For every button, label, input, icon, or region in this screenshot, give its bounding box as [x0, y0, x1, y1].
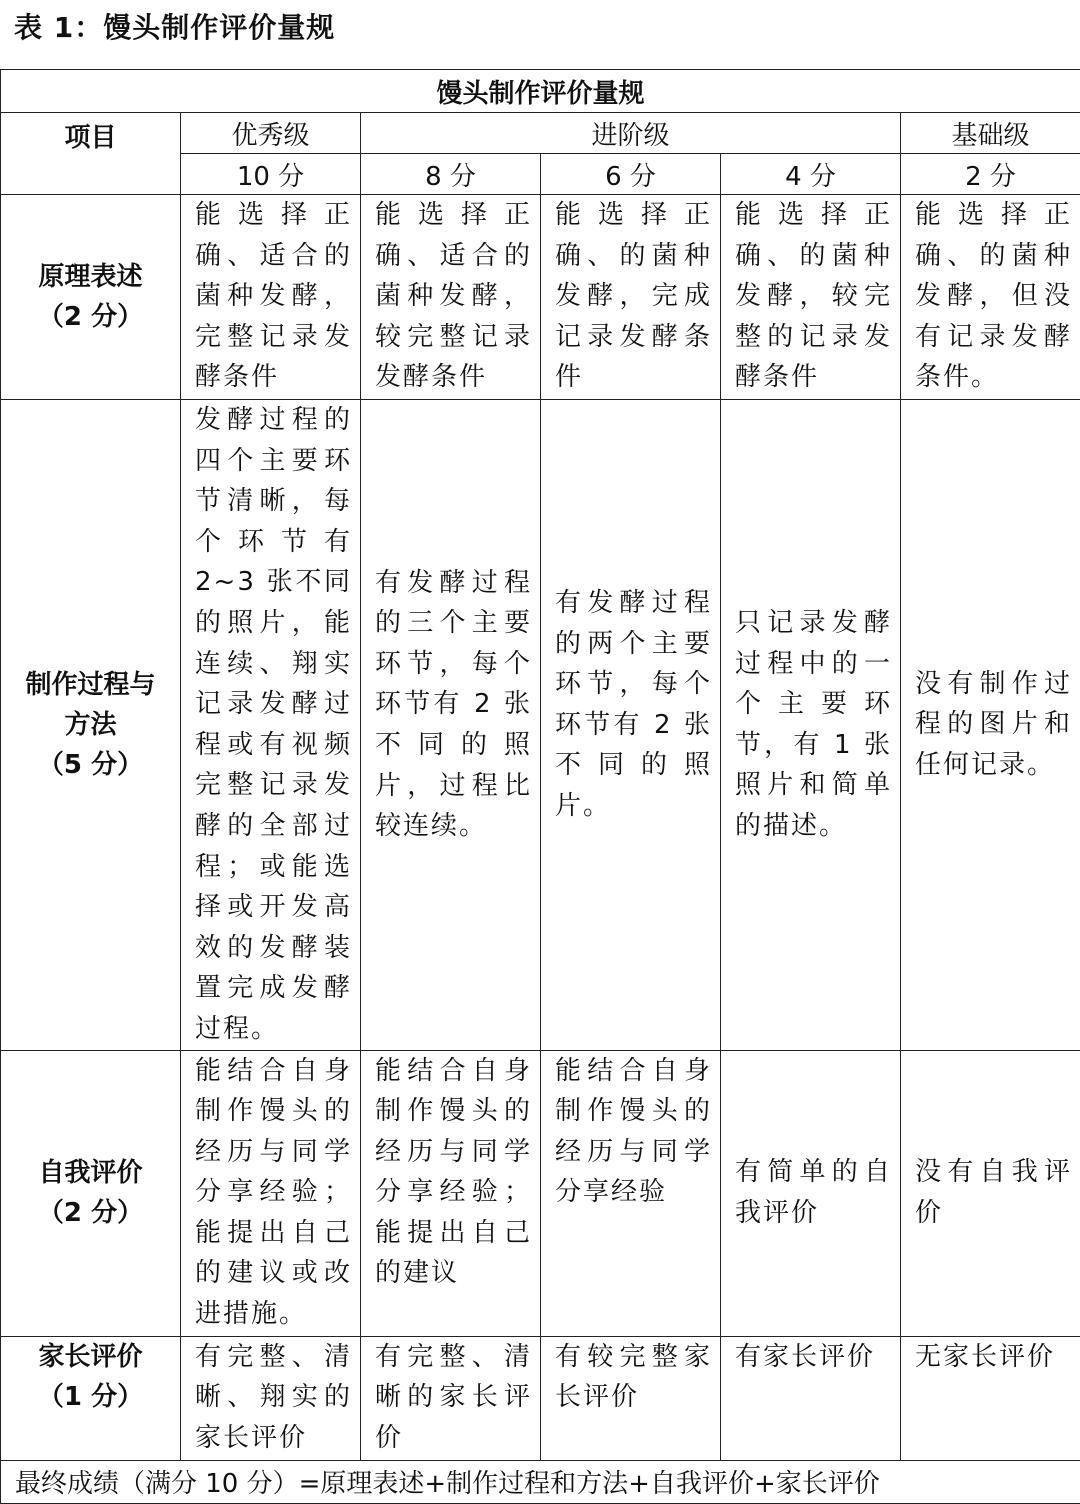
row-name: 自我评价: [1, 1153, 180, 1193]
table-row: [1, 1336, 1080, 1460]
criteria-cell: 能选择正确、的菌种发酵，完成记录发酵条件: [541, 195, 721, 400]
criteria-cell: 只记录发酵过程中的一个主要环节，有 1 张照片和简单的描述。: [721, 400, 901, 1051]
table-row: [1, 195, 1080, 400]
row-header-parent-eval: [1, 1336, 181, 1460]
row-points: （5 分）: [1, 745, 180, 785]
row-name: 家长评价: [1, 1337, 180, 1377]
row-name-line2: 方法: [1, 705, 180, 745]
final-score-row: [1, 1460, 1080, 1503]
score-2: 2 分: [901, 154, 1080, 195]
row-name-line1: 制作过程与: [1, 665, 180, 705]
project-header: 项目: [1, 113, 181, 195]
criteria-cell: 没有自我评价: [901, 1050, 1080, 1336]
row-header-principle: [1, 195, 181, 400]
final-score-formula: 最终成绩（满分 10 分）=原理表述+制作过程和方法+自我评价+家长评价: [1, 1460, 1080, 1503]
table-caption: 表 1：馒头制作评价量规: [14, 8, 335, 48]
criteria-cell: 有简单的自我评价: [721, 1050, 901, 1336]
level-basic: 基础级: [901, 113, 1080, 154]
criteria-cell: 能结合自身制作馒头的经历与同学分享经验；能提出自己的建议: [361, 1050, 541, 1336]
row-name: 原理表述: [1, 257, 180, 297]
criteria-cell: 有较完整家长评价: [541, 1336, 721, 1460]
criteria-cell: 有家长评价: [721, 1336, 901, 1460]
level-advanced: 进阶级: [361, 113, 901, 154]
row-header-self-eval: [1, 1050, 181, 1336]
score-10: 10 分: [181, 154, 361, 195]
row-points: （1 分）: [1, 1377, 180, 1417]
criteria-cell: 能结合自身制作馒头的经历与同学分享经验；能提出自己的建议或改进措施。: [181, 1050, 361, 1336]
table-title-row: [1, 70, 1080, 113]
criteria-cell: 能选择正确、适合的菌种发酵，完整记录发酵条件: [181, 195, 361, 400]
criteria-cell: 有完整、清晰的家长评价: [361, 1336, 541, 1460]
table-title: 馒头制作评价量规: [1, 70, 1080, 113]
criteria-cell: 能选择正确、适合的菌种发酵，较完整记录发酵条件: [361, 195, 541, 400]
table-row: [1, 1050, 1080, 1336]
level-header-row: [1, 113, 1080, 154]
criteria-cell: 有发酵过程的三个主要环节，每个环节有 2 张不同的照片，过程比较连续。: [361, 400, 541, 1051]
score-4: 4 分: [721, 154, 901, 195]
criteria-cell: 有完整、清晰、翔实的家长评价: [181, 1336, 361, 1460]
rubric-table: [0, 69, 1080, 1504]
table-row: [1, 400, 1080, 1051]
criteria-cell: 能选择正确、的菌种发酵，但没有记录发酵条件。: [901, 195, 1080, 400]
row-points: （2 分）: [1, 1193, 180, 1233]
criteria-cell: 发酵过程的四个主要环节清晰，每个环节有 2~3 张不同的照片，能连续、翔实记录发酵过程或有视频完整记录发酵的全部过程；或能选择或开发高效的发酵装置完成发酵过程。: [181, 400, 361, 1051]
score-8: 8 分: [361, 154, 541, 195]
level-excellent: 优秀级: [181, 113, 361, 154]
row-points: （2 分）: [1, 297, 180, 337]
criteria-cell: 能选择正确、的菌种发酵，较完整的记录发酵条件: [721, 195, 901, 400]
criteria-cell: 没有制作过程的图片和任何记录。: [901, 400, 1080, 1051]
criteria-cell: 有发酵过程的两个主要环节，每个环节有 2 张不同的照片。: [541, 400, 721, 1051]
criteria-cell: 能结合自身制作馒头的经历与同学分享经验: [541, 1050, 721, 1336]
row-header-process: [1, 400, 181, 1051]
criteria-cell: 无家长评价: [901, 1336, 1080, 1460]
score-6: 6 分: [541, 154, 721, 195]
